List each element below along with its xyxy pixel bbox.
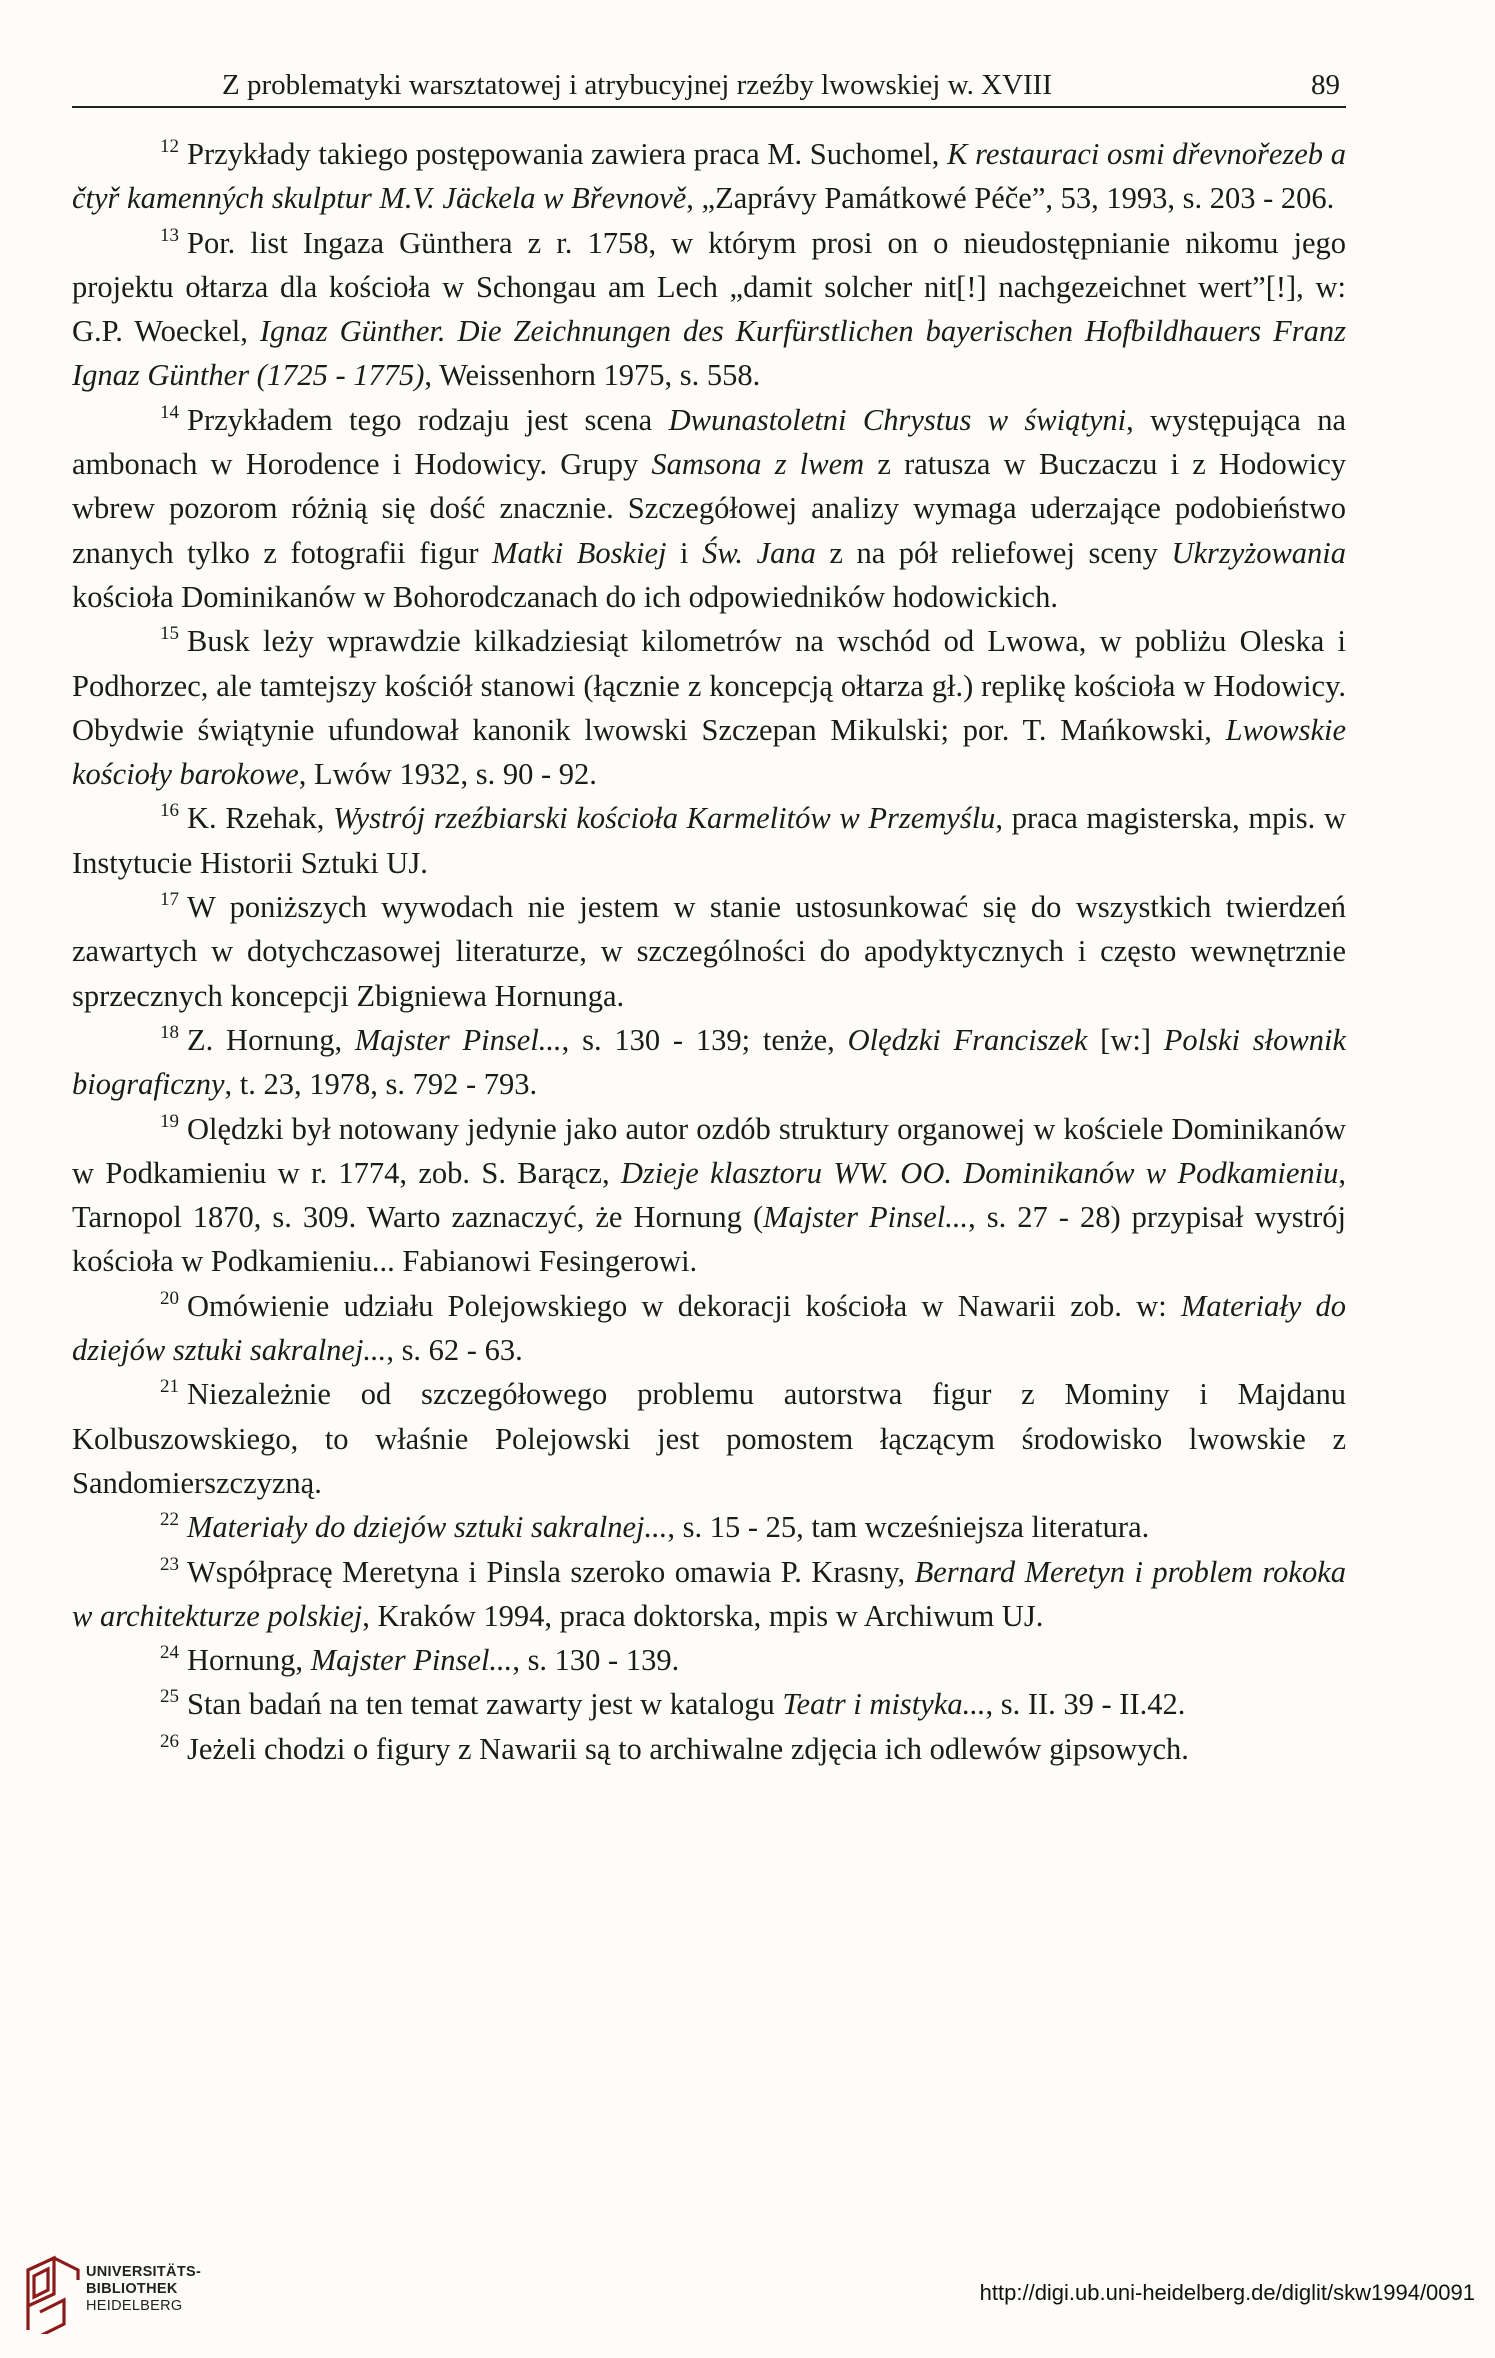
footnote-text: , Lwów 1932, s. 90 - 92.: [298, 757, 597, 792]
footnote-text: kościoła Dominikanów w Bohorodczanach do ich odpowiedników hodowickich.: [72, 579, 1058, 614]
footnote-text: , s. 27 - 28) przypisał wystrój kościoła w Podkamieniu... Fabianowi Fesingerowi.: [72, 1200, 1346, 1279]
footnote-title-italic: Majster Pinsel...: [310, 1643, 513, 1678]
footnote-number: 25: [160, 1686, 179, 1708]
library-line: UNIVERSITÄTS-: [86, 2264, 202, 2280]
running-title: Z problematyki warsztatowej i atrybucyjnej rzeźby lwowskiej w. XVIII: [222, 69, 1052, 101]
footnote-text: Z. Hornung,: [187, 1022, 355, 1057]
footer: [0, 2252, 1495, 2358]
footnote-text: Współpracę Meretyna i Pinsla szeroko omawia P. Krasny,: [187, 1554, 915, 1589]
footnote-number: 17: [160, 889, 179, 911]
footnote-title-italic: Lwowskie kościoły barokowe: [72, 712, 1346, 792]
footnote-text: K. Rzehak,: [187, 801, 334, 836]
footnote: [72, 1018, 1346, 1107]
footnote: [72, 1727, 1346, 1771]
footnote-title-italic: Bernard Meretyn i problem rokoka w architekturze polskiej: [72, 1554, 1346, 1633]
footnote-text: z ratusza w Buczaczu i z Hodowicy wbrew pozorom różnią się dość znacznie. Szczegółowej analizy wymaga uderzające podobieństwo znanych tylko z fotografii figur: [72, 447, 1347, 570]
footnote-title-italic: Matki Boskiej: [492, 535, 667, 570]
footnote-text: i: [666, 535, 703, 570]
footnote-text: , s. 130 - 139.: [512, 1643, 680, 1678]
footnote-text: Olędzki był notowany jedynie jako autor ozdób struktury organowej w kościele Dominikanów w Podkamieniu w r. 1774, zob. S. Barącz,: [72, 1111, 1346, 1190]
footnote-text: , s. 62 - 63.: [386, 1333, 523, 1368]
footnote-text: , s. 130 - 139; tenże,: [561, 1022, 848, 1057]
library-line: HEIDELBERG: [86, 2298, 183, 2314]
footnote-title-italic: Majster Pinsel...: [763, 1200, 969, 1235]
footnotes: [72, 132, 1346, 1771]
footnote-text: [w:]: [1087, 1022, 1164, 1057]
footnote-title-italic: Samsona z lwem: [651, 447, 865, 482]
footnote: [72, 1284, 1346, 1373]
library-name: [86, 2264, 201, 2315]
footnote-text: , „Zaprávy Památkowé Péče”, 53, 1993, s. 203 - 206.: [686, 181, 1335, 216]
footnote: [72, 1682, 1346, 1726]
footnote-title-italic: Dwunastoletni Chrystus w świątyni: [668, 402, 1127, 437]
library-line: BIBLIOTHEK: [86, 2281, 178, 2297]
footnote-number: 19: [160, 1110, 179, 1132]
footnote-number: 24: [160, 1642, 179, 1664]
footnote-text: Przykładem tego rodzaju jest scena: [187, 402, 669, 437]
footnote-number: 22: [160, 1509, 179, 1531]
source-url[interactable]: http://digi.ub.uni-heidelberg.de/diglit/skw1994/0091: [979, 2280, 1475, 2305]
running-header: [72, 68, 1346, 108]
footnote-text: Przykłady takiego postępowania zawiera praca M. Suchomel,: [187, 137, 948, 171]
footnote-text: , t. 23, 1978, s. 792 - 793.: [224, 1067, 538, 1102]
footnote-text: Por. list Ingaza Günthera z r. 1758, w którym prosi on o nieudostępnianie nikomu jego projektu ołtarza dla kościoła w Schongau am Lech „damit solcher nit[!] nachgezeichnet wert”[!], w: G.P. Woeckel,: [72, 225, 1346, 349]
footnote-title-italic: Olędzki Franciszek: [847, 1022, 1088, 1057]
page-number: 89: [1311, 69, 1340, 101]
footnote-title-italic: Materiały do dziejów sztuki sakralnej...: [187, 1510, 668, 1545]
footnote-text: , s. 15 - 25, tam wcześniejsza literatura.: [667, 1510, 1150, 1545]
footnote: [72, 1107, 1346, 1284]
footnote-text: Niezależnie od szczegółowego problemu autorstwa figur z Mominy i Majdanu Kolbuszowskiego, to właśnie Polejowski jest pomostem łączącym środowisko lwowskie z Sandomierszczyzną.: [72, 1377, 1346, 1500]
footnote: [72, 1638, 1346, 1682]
footnote-number: 12: [160, 136, 179, 157]
footnote: [72, 1505, 1346, 1549]
footnote: [72, 132, 1346, 221]
footnote-title-italic: Dzieje klasztoru WW. OO. Dominikanów w Podkamieniu: [620, 1155, 1339, 1190]
footnote-text: Stan badań na ten temat zawarty jest w katalogu: [187, 1687, 783, 1722]
footnote: [72, 1372, 1346, 1505]
footnote-text: W poniższych wywodach nie jestem w stanie ustosunkować się do wszystkich twierdzeń zawartych w dotychczasowej literaturze, w szczególności do apodyktycznych i często wewnętrznie sprzecznych koncepcji Zbigniewa Hornunga.: [72, 890, 1346, 1013]
footnote-title-italic: Materiały do dziejów sztuki sakralnej...: [72, 1288, 1346, 1368]
footnote-number: 26: [160, 1730, 179, 1752]
footnote-number: 14: [160, 401, 179, 423]
footnote: [72, 619, 1346, 796]
footnote-text: Omówienie udziału Polejowskiego w dekoracji kościoła w Nawarii zob. w:: [187, 1288, 1181, 1323]
footnote-number: 16: [160, 800, 179, 822]
footnote-title-italic: Św. Jana: [702, 535, 816, 570]
footnote-title-italic: K restauraci osmi dřevnořezeb a čtyř kamenných skulptur M.V. Jäckela w Břevnově: [72, 137, 1346, 216]
footnote-number: 15: [160, 623, 179, 645]
footnote-text: Jeżeli chodzi o figury z Nawarii są to archiwalne zdjęcia ich odlewów gipsowych.: [187, 1731, 1189, 1766]
footnote-text: Busk leży wprawdzie kilkadziesiąt kilometrów na wschód od Lwowa, w pobliżu Oleska i Podhorzec, ale tamtejszy kościół stanowi (łącznie z koncepcją ołtarza gł.) replikę kościoła w Hodowicy. Obydwie świątynie ufundował kanonik lwowski Szczepan Mikulski; por. T. Mańkowski,: [72, 624, 1346, 747]
footnote-text: , Kraków 1994, praca doktorska, mpis w Archiwum UJ.: [362, 1598, 1044, 1633]
footnote-text: , Weissenhorn 1975, s. 558.: [424, 358, 761, 393]
footnote-title-italic: Ukrzyżowania: [1171, 535, 1347, 570]
footnote-text: , występująca na ambonach w Horodence i Hodowicy. Grupy: [72, 402, 1347, 482]
library-logo-icon: [20, 2254, 86, 2334]
footnote-number: 23: [160, 1553, 179, 1575]
footnote-title-italic: Wystrój rzeźbiarski kościoła Karmelitów w Przemyślu: [333, 801, 996, 836]
footnote-text: , praca magisterska, mpis. w Instytucie Historii Sztuki UJ.: [72, 801, 1346, 880]
footnote-title-italic: Ignaz Günther. Die Zeichnungen des Kurfürstlichen bayerischen Hofbildhauers Franz Ignaz Günther (1725 - 1775): [72, 314, 1347, 393]
footnote: [72, 1550, 1346, 1639]
footnote-number: 21: [160, 1376, 179, 1398]
footnote: [72, 885, 1346, 1018]
footnote-text: z na pół reliefowej sceny: [815, 535, 1172, 570]
footnote: [72, 221, 1346, 398]
footnote: [72, 398, 1346, 619]
footnote-text: , s. II. 39 - II.42.: [985, 1687, 1186, 1722]
footnote-title-italic: Majster Pinsel...: [354, 1022, 562, 1057]
footnote-text: Hornung,: [187, 1643, 311, 1678]
footnote: [72, 796, 1346, 885]
footnote-number: 18: [160, 1021, 179, 1043]
footnote-title-italic: Polski słownik biograficzny: [72, 1022, 1346, 1102]
footnote-text: , Tarnopol 1870, s. 309. Warto zaznaczyć, że Hornung (: [72, 1155, 1346, 1235]
footnote-number: 13: [160, 224, 179, 246]
footnote-number: 20: [160, 1287, 179, 1309]
footnote-title-italic: Teatr i mistyka...: [782, 1687, 986, 1722]
page-content: [72, 68, 1346, 1771]
